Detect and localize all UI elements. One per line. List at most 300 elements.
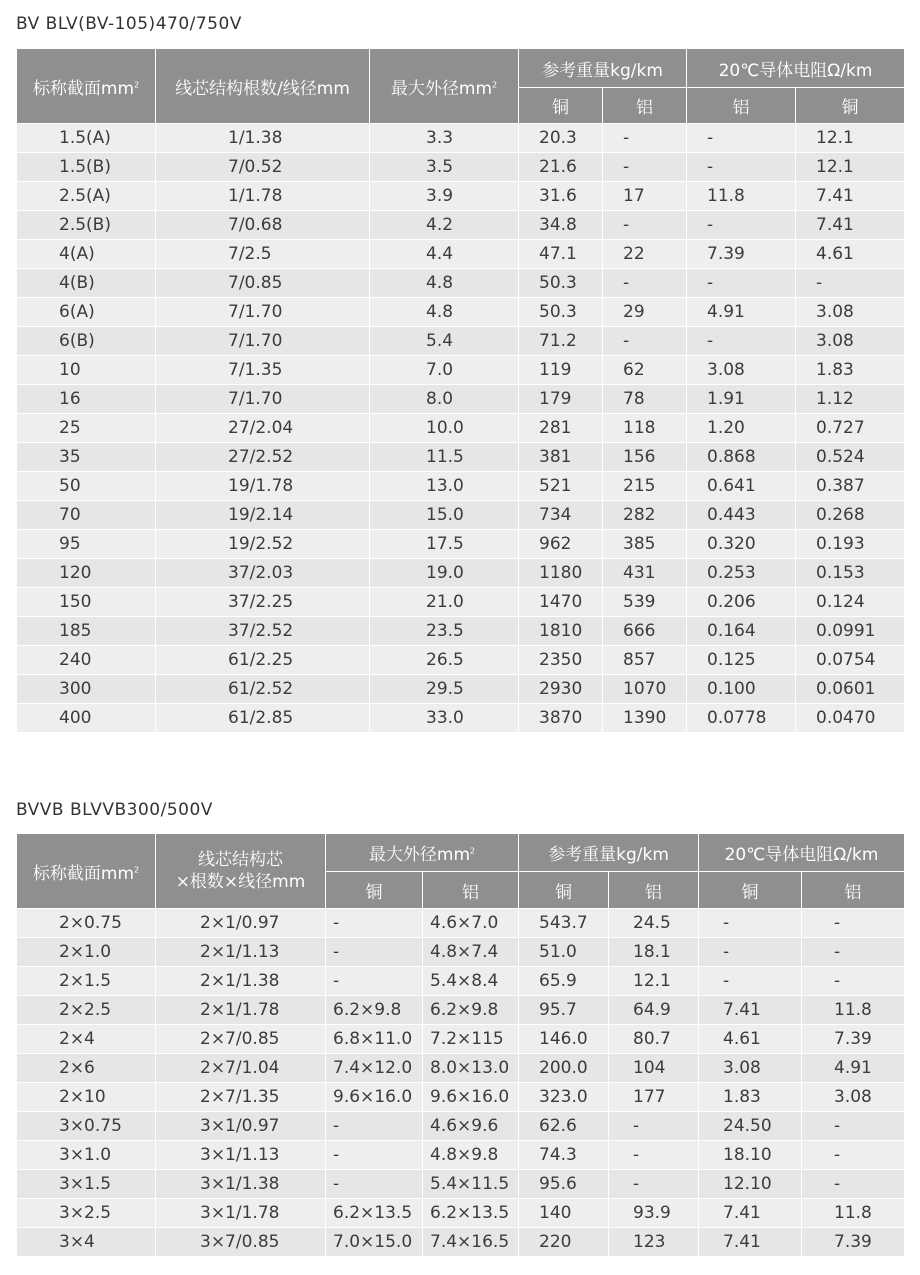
table-cell: 2×1.0 (17, 938, 156, 967)
table-cell: 185 (17, 617, 156, 646)
table-cell: 21.6 (519, 153, 603, 182)
table-cell: 0.164 (687, 617, 796, 646)
table-cell: - (609, 1170, 699, 1199)
table2-title: BVVB BLVVB300/500V (16, 800, 213, 820)
table-cell: 29.5 (370, 675, 519, 704)
header-res-aluminum: 铝 (802, 872, 905, 909)
table-cell: 3.08 (796, 298, 905, 327)
table-row (17, 1083, 905, 1112)
table-cell: - (603, 211, 687, 240)
table-cell: 37/2.03 (156, 559, 370, 588)
table-cell: 4.8 (370, 298, 519, 327)
table-cell: 381 (519, 443, 603, 472)
table-cell: 93.9 (609, 1199, 699, 1228)
table-cell: 34.8 (519, 211, 603, 240)
table-cell: 3×1/1.38 (156, 1170, 326, 1199)
table-cell: 2×4 (17, 1025, 156, 1054)
table-cell: 37/2.25 (156, 588, 370, 617)
table-cell: 1/1.78 (156, 182, 370, 211)
table-cell: 4.6×7.0 (423, 909, 519, 938)
header-res-copper: 铜 (796, 88, 905, 124)
table-cell: 300 (17, 675, 156, 704)
table-cell: 200.0 (519, 1054, 609, 1083)
table-row (17, 938, 905, 967)
table-cell: - (609, 1141, 699, 1170)
table-cell: 1390 (603, 704, 687, 733)
table-cell: 12.1 (609, 967, 699, 996)
bv-blv-spec-table (16, 48, 905, 733)
table-cell: - (326, 967, 423, 996)
table-cell: 6.8×11.0 (326, 1025, 423, 1054)
table-cell: 431 (603, 559, 687, 588)
table-cell: 323.0 (519, 1083, 609, 1112)
bvvb-blvvb-spec-table (16, 833, 905, 1257)
table-cell: 13.0 (370, 472, 519, 501)
table-cell: 74.3 (519, 1141, 609, 1170)
table-cell: 8.0 (370, 385, 519, 414)
table-cell: 0.124 (796, 588, 905, 617)
table-row (17, 385, 905, 414)
table-cell: 18.1 (609, 938, 699, 967)
table-cell: 21.0 (370, 588, 519, 617)
table-cell: 104 (609, 1054, 699, 1083)
table-cell: 11.8 (802, 1199, 905, 1228)
table-row (17, 124, 905, 153)
table-cell: 7.39 (687, 240, 796, 269)
table-row (17, 1141, 905, 1170)
table-cell: 3.3 (370, 124, 519, 153)
table-cell: 1.5(B) (17, 153, 156, 182)
table-cell: 7.41 (699, 1228, 802, 1257)
header-resistance: 20℃导体电阻Ω/km (687, 49, 905, 88)
table-cell: 0.0991 (796, 617, 905, 646)
table-cell: 0.387 (796, 472, 905, 501)
table-cell: 7.41 (796, 211, 905, 240)
table-cell: 4(A) (17, 240, 156, 269)
table-row (17, 588, 905, 617)
table-cell: 95.7 (519, 996, 609, 1025)
table-row (17, 675, 905, 704)
table-cell: 1.5(A) (17, 124, 156, 153)
table-cell: 2×1/1.13 (156, 938, 326, 967)
header-res-aluminum: 铝 (687, 88, 796, 124)
table-cell: 120 (17, 559, 156, 588)
table-cell: 2.5(A) (17, 182, 156, 211)
header-weight-copper: 铜 (519, 872, 609, 909)
table-cell: - (802, 1170, 905, 1199)
header-weight-copper: 铜 (519, 88, 603, 124)
table-cell: 62.6 (519, 1112, 609, 1141)
table-cell: - (687, 211, 796, 240)
table-cell: 7/0.85 (156, 269, 370, 298)
table-cell: 3.9 (370, 182, 519, 211)
table-cell: 78 (603, 385, 687, 414)
table-cell: 7.2×115 (423, 1025, 519, 1054)
header-max-outer-diameter: 最大外径$mm^2$ (326, 834, 519, 872)
table-cell: 22 (603, 240, 687, 269)
table-cell: 1.12 (796, 385, 905, 414)
table-cell: 24.50 (699, 1112, 802, 1141)
table-cell: 2×1/1.38 (156, 967, 326, 996)
table-cell: 385 (603, 530, 687, 559)
table-row (17, 240, 905, 269)
table-cell: 3×7/0.85 (156, 1228, 326, 1257)
table-cell: 31.6 (519, 182, 603, 211)
table-cell: 1/1.38 (156, 124, 370, 153)
table-row (17, 996, 905, 1025)
table-cell: 0.253 (687, 559, 796, 588)
table-cell: 5.4×8.4 (423, 967, 519, 996)
table-cell: - (802, 1141, 905, 1170)
table-cell: 3×2.5 (17, 1199, 156, 1228)
table-row (17, 967, 905, 996)
table1-body (17, 124, 905, 733)
header-nominal-section: 标称截面$mm^2$ (17, 834, 156, 909)
table-cell: 7.4×16.5 (423, 1228, 519, 1257)
table-cell: 35 (17, 443, 156, 472)
table2-header-row (17, 834, 905, 872)
table-cell: 2×1/0.97 (156, 909, 326, 938)
table-cell: 2350 (519, 646, 603, 675)
table-row (17, 298, 905, 327)
table-cell: - (326, 1170, 423, 1199)
table-cell: - (603, 153, 687, 182)
table-cell: 150 (17, 588, 156, 617)
table-cell: 2×1.5 (17, 967, 156, 996)
table-cell: 146.0 (519, 1025, 609, 1054)
table-row (17, 414, 905, 443)
table-cell: 19.0 (370, 559, 519, 588)
table-cell: 80.7 (609, 1025, 699, 1054)
table-cell: 4.91 (802, 1054, 905, 1083)
table-cell: 4.8 (370, 269, 519, 298)
table-cell: 19/1.78 (156, 472, 370, 501)
table-cell: 29 (603, 298, 687, 327)
table-cell: 2×0.75 (17, 909, 156, 938)
table2-body (17, 909, 905, 1257)
header-ref-weight: 参考重量kg/km (519, 834, 699, 872)
table-cell: 61/2.85 (156, 704, 370, 733)
table-cell: 18.10 (699, 1141, 802, 1170)
table-cell: 0.0470 (796, 704, 905, 733)
table-cell: 4.8×7.4 (423, 938, 519, 967)
table-row (17, 182, 905, 211)
table-cell: 6.2×9.8 (423, 996, 519, 1025)
header-nominal-section: 标称截面$mm^2$ (17, 49, 156, 124)
table-cell: 1470 (519, 588, 603, 617)
table-cell: 3.5 (370, 153, 519, 182)
table-cell: - (609, 1112, 699, 1141)
table-cell: 4(B) (17, 269, 156, 298)
table-cell: 70 (17, 501, 156, 530)
table-cell: 19/2.52 (156, 530, 370, 559)
table-cell: 20.3 (519, 124, 603, 153)
table-cell: 11.8 (802, 996, 905, 1025)
table-cell: 118 (603, 414, 687, 443)
table-cell: 12.1 (796, 124, 905, 153)
table-cell: 7.0×15.0 (326, 1228, 423, 1257)
header-res-copper: 铜 (699, 872, 802, 909)
table-cell: 0.125 (687, 646, 796, 675)
table-cell: 1180 (519, 559, 603, 588)
table-cell: 0.153 (796, 559, 905, 588)
table-cell: - (699, 967, 802, 996)
table-cell: 4.8×9.8 (423, 1141, 519, 1170)
table-cell: 26.5 (370, 646, 519, 675)
table-cell: 2×10 (17, 1083, 156, 1112)
table-cell: 8.0×13.0 (423, 1054, 519, 1083)
table-cell: 220 (519, 1228, 609, 1257)
table-row (17, 472, 905, 501)
table-cell: 539 (603, 588, 687, 617)
table-cell: - (699, 909, 802, 938)
table-cell: 0.100 (687, 675, 796, 704)
table-cell: 95 (17, 530, 156, 559)
table-cell: 7/1.35 (156, 356, 370, 385)
table-row (17, 530, 905, 559)
table-cell: 7.41 (796, 182, 905, 211)
table-row (17, 443, 905, 472)
table-cell: 0.443 (687, 501, 796, 530)
table-cell: 7.4×12.0 (326, 1054, 423, 1083)
table-cell: 0.0601 (796, 675, 905, 704)
table-cell: 0.0778 (687, 704, 796, 733)
table-cell: 64.9 (609, 996, 699, 1025)
table-cell: 240 (17, 646, 156, 675)
table-cell: 50.3 (519, 269, 603, 298)
table-cell: 4.91 (687, 298, 796, 327)
table-row (17, 646, 905, 675)
table-cell: 6.2×9.8 (326, 996, 423, 1025)
table-cell: 19/2.14 (156, 501, 370, 530)
table-cell: 10.0 (370, 414, 519, 443)
table-cell: 11.5 (370, 443, 519, 472)
table-cell: - (326, 1141, 423, 1170)
table-cell: 156 (603, 443, 687, 472)
header-od-copper: 铜 (326, 872, 423, 909)
table-cell: 50.3 (519, 298, 603, 327)
table-cell: 3.08 (796, 327, 905, 356)
table-cell: 400 (17, 704, 156, 733)
table-cell: 1.20 (687, 414, 796, 443)
table-cell: 5.4×11.5 (423, 1170, 519, 1199)
table-cell: - (802, 938, 905, 967)
table-cell: - (603, 269, 687, 298)
table-cell: 7.39 (802, 1025, 905, 1054)
table-cell: 3.08 (687, 356, 796, 385)
table-row (17, 269, 905, 298)
table-cell: 0.268 (796, 501, 905, 530)
table-cell: - (802, 967, 905, 996)
table-cell: 4.4 (370, 240, 519, 269)
table-cell: 3.08 (699, 1054, 802, 1083)
header-ref-weight: 参考重量kg/km (519, 49, 687, 88)
table-cell: 2×7/1.04 (156, 1054, 326, 1083)
table-cell: 734 (519, 501, 603, 530)
table-cell: - (796, 269, 905, 298)
table-cell: - (687, 124, 796, 153)
header-resistance: 20℃导体电阻Ω/km (699, 834, 905, 872)
table-row (17, 1199, 905, 1228)
table-cell: - (687, 327, 796, 356)
table-row (17, 1228, 905, 1257)
header-weight-aluminum: 铝 (603, 88, 687, 124)
table-row (17, 1054, 905, 1083)
table-cell: 10 (17, 356, 156, 385)
table-cell: 3×1.0 (17, 1141, 156, 1170)
table-cell: 25 (17, 414, 156, 443)
header-core-structure: 线芯结构芯 ×根数×线径mm (156, 834, 326, 909)
table-cell: 215 (603, 472, 687, 501)
table-cell: 7/2.5 (156, 240, 370, 269)
table-cell: 282 (603, 501, 687, 530)
table-cell: 17.5 (370, 530, 519, 559)
table-cell: 7.39 (802, 1228, 905, 1257)
table-cell: 2×2.5 (17, 996, 156, 1025)
table-cell: 2×1/1.78 (156, 996, 326, 1025)
table-cell: 521 (519, 472, 603, 501)
table-cell: 4.61 (796, 240, 905, 269)
table-cell: 7/1.70 (156, 298, 370, 327)
table-cell: 9.6×16.0 (326, 1083, 423, 1112)
table-cell: 0.193 (796, 530, 905, 559)
table-cell: 119 (519, 356, 603, 385)
table-cell: 3×1/1.13 (156, 1141, 326, 1170)
table-cell: 0.641 (687, 472, 796, 501)
table-cell: 0.0754 (796, 646, 905, 675)
table-cell: - (603, 124, 687, 153)
table-row (17, 617, 905, 646)
table-cell: - (802, 909, 905, 938)
table-cell: 37/2.52 (156, 617, 370, 646)
table-cell: - (326, 1112, 423, 1141)
table-row (17, 1025, 905, 1054)
table-cell: 51.0 (519, 938, 609, 967)
table-row (17, 559, 905, 588)
table-cell: 23.5 (370, 617, 519, 646)
table-row (17, 356, 905, 385)
table-cell: 281 (519, 414, 603, 443)
table-cell: 7/0.52 (156, 153, 370, 182)
table-cell: 0.524 (796, 443, 905, 472)
table-cell: 1810 (519, 617, 603, 646)
table-cell: 7.41 (699, 996, 802, 1025)
table-cell: - (603, 327, 687, 356)
table-cell: 15.0 (370, 501, 519, 530)
table-cell: 71.2 (519, 327, 603, 356)
table-cell: 7/1.70 (156, 385, 370, 414)
table-cell: - (687, 153, 796, 182)
table-row (17, 501, 905, 530)
table-cell: 17 (603, 182, 687, 211)
table-cell: 27/2.52 (156, 443, 370, 472)
table-cell: 666 (603, 617, 687, 646)
table-row (17, 1170, 905, 1199)
table-cell: 4.61 (699, 1025, 802, 1054)
table-cell: 4.2 (370, 211, 519, 240)
table-cell: 2930 (519, 675, 603, 704)
table-cell: 24.5 (609, 909, 699, 938)
table-cell: 3×4 (17, 1228, 156, 1257)
table-cell: 3×0.75 (17, 1112, 156, 1141)
table-cell: - (802, 1112, 905, 1141)
table-cell: 177 (609, 1083, 699, 1112)
table-cell: 179 (519, 385, 603, 414)
table-cell: 11.8 (687, 182, 796, 211)
table-cell: 27/2.04 (156, 414, 370, 443)
table-cell: 7.0 (370, 356, 519, 385)
header-core-structure: 线芯结构根数/线径mm (156, 49, 370, 124)
table-cell: 7.41 (699, 1199, 802, 1228)
table-cell: - (687, 269, 796, 298)
table-cell: 123 (609, 1228, 699, 1257)
table-cell: 5.4 (370, 327, 519, 356)
table-cell: 9.6×16.0 (423, 1083, 519, 1112)
table-cell: 962 (519, 530, 603, 559)
table-cell: 12.10 (699, 1170, 802, 1199)
table-cell: 0.320 (687, 530, 796, 559)
table-cell: 2×6 (17, 1054, 156, 1083)
table-cell: 1070 (603, 675, 687, 704)
table-cell: 1.83 (796, 356, 905, 385)
table-cell: 857 (603, 646, 687, 675)
table-cell: 1.83 (699, 1083, 802, 1112)
table-cell: 95.6 (519, 1170, 609, 1199)
table-cell: 61/2.25 (156, 646, 370, 675)
table1-title: BV BLV(BV-105)470/750V (16, 14, 242, 34)
table-cell: 6(B) (17, 327, 156, 356)
table-cell: 543.7 (519, 909, 609, 938)
table-row (17, 704, 905, 733)
table-cell: 65.9 (519, 967, 609, 996)
table-cell: 47.1 (519, 240, 603, 269)
table-cell: 3.08 (802, 1083, 905, 1112)
table-cell: 6(A) (17, 298, 156, 327)
table-cell: 6.2×13.5 (326, 1199, 423, 1228)
header-weight-aluminum: 铝 (609, 872, 699, 909)
table-cell: 16 (17, 385, 156, 414)
table-cell: 3870 (519, 704, 603, 733)
table-cell: - (326, 938, 423, 967)
table-cell: 7/0.68 (156, 211, 370, 240)
table-row (17, 909, 905, 938)
table-cell: 3×1/0.97 (156, 1112, 326, 1141)
table-cell: 4.6×9.6 (423, 1112, 519, 1141)
table-cell: 2×7/1.35 (156, 1083, 326, 1112)
header-max-outer-diameter: 最大外径$mm^2$ (370, 49, 519, 124)
table-cell: 62 (603, 356, 687, 385)
table-row (17, 211, 905, 240)
table1-header-row (17, 49, 905, 88)
table-row (17, 1112, 905, 1141)
table-cell: 1.91 (687, 385, 796, 414)
table-cell: 12.1 (796, 153, 905, 182)
table-cell: 7/1.70 (156, 327, 370, 356)
table-row (17, 153, 905, 182)
table-row (17, 327, 905, 356)
table-cell: 0.206 (687, 588, 796, 617)
table-cell: 33.0 (370, 704, 519, 733)
table-cell: 0.727 (796, 414, 905, 443)
table-cell: 2.5(B) (17, 211, 156, 240)
table-cell: 61/2.52 (156, 675, 370, 704)
table-cell: 6.2×13.5 (423, 1199, 519, 1228)
table-cell: 140 (519, 1199, 609, 1228)
table-cell: - (699, 938, 802, 967)
table-cell: 3×1/1.78 (156, 1199, 326, 1228)
table-cell: 3×1.5 (17, 1170, 156, 1199)
table-cell: 0.868 (687, 443, 796, 472)
